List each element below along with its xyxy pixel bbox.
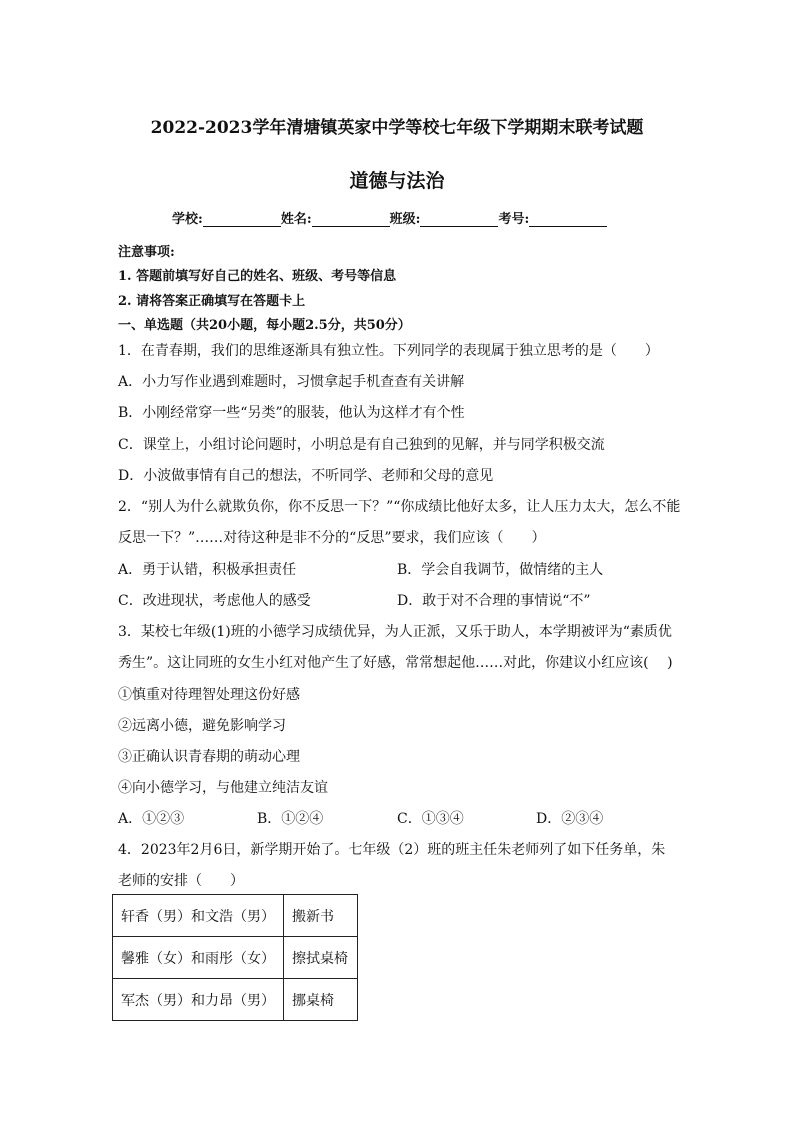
table-cell-students: 军杰（男）和力昂（男） xyxy=(113,979,284,1021)
school-field[interactable] xyxy=(203,212,281,227)
q4-stem-line2: 老师的安排（ ） xyxy=(118,873,244,889)
table-cell-task: 搬新书 xyxy=(284,895,358,937)
q1-option-c: C．课堂上，小组讨论问题时，小明总是有自己独到的见解，并与同学积极交流 xyxy=(118,437,605,453)
task-table xyxy=(112,894,358,1021)
name-label: 姓名: xyxy=(280,212,312,227)
exam-no-field[interactable] xyxy=(529,212,607,227)
table-cell-task: 擦拭桌椅 xyxy=(284,937,358,979)
exam-title: 2022-2023学年清塘镇英家中学等校七年级下学期期末联考试题 xyxy=(150,118,644,138)
q3-option-c: C．①③④ xyxy=(397,811,464,827)
q2-option-d: D．敢于对不合理的事情说“不” xyxy=(397,593,591,609)
q3-option-d: D．②③④ xyxy=(536,811,604,827)
student-info-row xyxy=(172,208,607,227)
q2-option-b: B．学会自我调节，做情绪的主人 xyxy=(397,562,604,578)
table-cell-students: 轩香（男）和文浩（男） xyxy=(113,895,284,937)
q2-stem-line1: 2．“别人为什么就欺负你，你不反思一下？”“你成绩比他好太多，让人压力太大，怎么不能 xyxy=(118,499,681,515)
q3-option-a: A．①②③ xyxy=(118,811,185,827)
table-row xyxy=(113,937,358,979)
q2-stem-line2: 反思一下？”……对待这种是非不分的“反思”要求，我们应该（ ） xyxy=(118,530,546,546)
q1-option-b: B．小刚经常穿一些“另类”的服装，他认为这样才有个性 xyxy=(118,405,465,421)
q2-option-a: A．勇于认错，积极承担责任 xyxy=(118,562,297,578)
note-item: 1. 答题前填写好自己的姓名、班级、考号等信息 xyxy=(118,269,397,284)
name-field[interactable] xyxy=(312,212,390,227)
q3-option-b: B．①②④ xyxy=(257,811,324,827)
exam-no-label: 考号: xyxy=(498,212,530,227)
class-label: 班级: xyxy=(389,212,421,227)
q1-stem: 1．在青春期，我们的思维逐渐具有独立性。下列同学的表现属于独立思考的是（ ） xyxy=(118,343,659,359)
table-cell-task: 挪桌椅 xyxy=(284,979,358,1021)
q3-statement: ①慎重对待理智处理这份好感 xyxy=(118,687,300,703)
q4-stem-line1: 4．2023年2月6日，新学期开始了。七年级（2）班的班主任朱老师列了如下任务单，朱 xyxy=(118,842,666,858)
class-field[interactable] xyxy=(420,212,498,227)
q1-option-d: D．小波做事情有自己的想法，不听同学、老师和父母的意见 xyxy=(118,468,494,484)
q2-option-c: C．改进现状，考虑他人的感受 xyxy=(118,593,311,609)
table-row xyxy=(113,979,358,1021)
table-row xyxy=(113,895,358,937)
q1-option-a: A．小力写作业遇到难题时，习惯拿起手机查查有关讲解 xyxy=(118,374,465,390)
q3-statement: ④向小德学习，与他建立纯洁友谊 xyxy=(118,780,328,796)
table-cell-students: 馨雅（女）和雨彤（女） xyxy=(113,937,284,979)
q3-stem-line1: 3．某校七年级(1)班的小德学习成绩优异，为人正派，又乐于助人，本学期被评为“素质优 xyxy=(118,624,672,640)
q3-statement: ②远离小德，避免影响学习 xyxy=(118,718,286,734)
notes-heading: 注意事项: xyxy=(118,245,175,260)
note-item: 2. 请将答案正确填写在答题卡上 xyxy=(118,294,306,309)
subject-title: 道德与法治 xyxy=(349,170,445,192)
school-label: 学校: xyxy=(172,212,203,227)
section-heading: 一、单选题（共20小题，每小题2.5分，共50分） xyxy=(118,318,411,333)
q3-statement: ③正确认识青春期的萌动心理 xyxy=(118,749,300,765)
q3-stem-line2: 秀生”。这让同班的女生小红对他产生了好感，常常想起他……对此，你建议小红应该( ) xyxy=(118,655,673,671)
